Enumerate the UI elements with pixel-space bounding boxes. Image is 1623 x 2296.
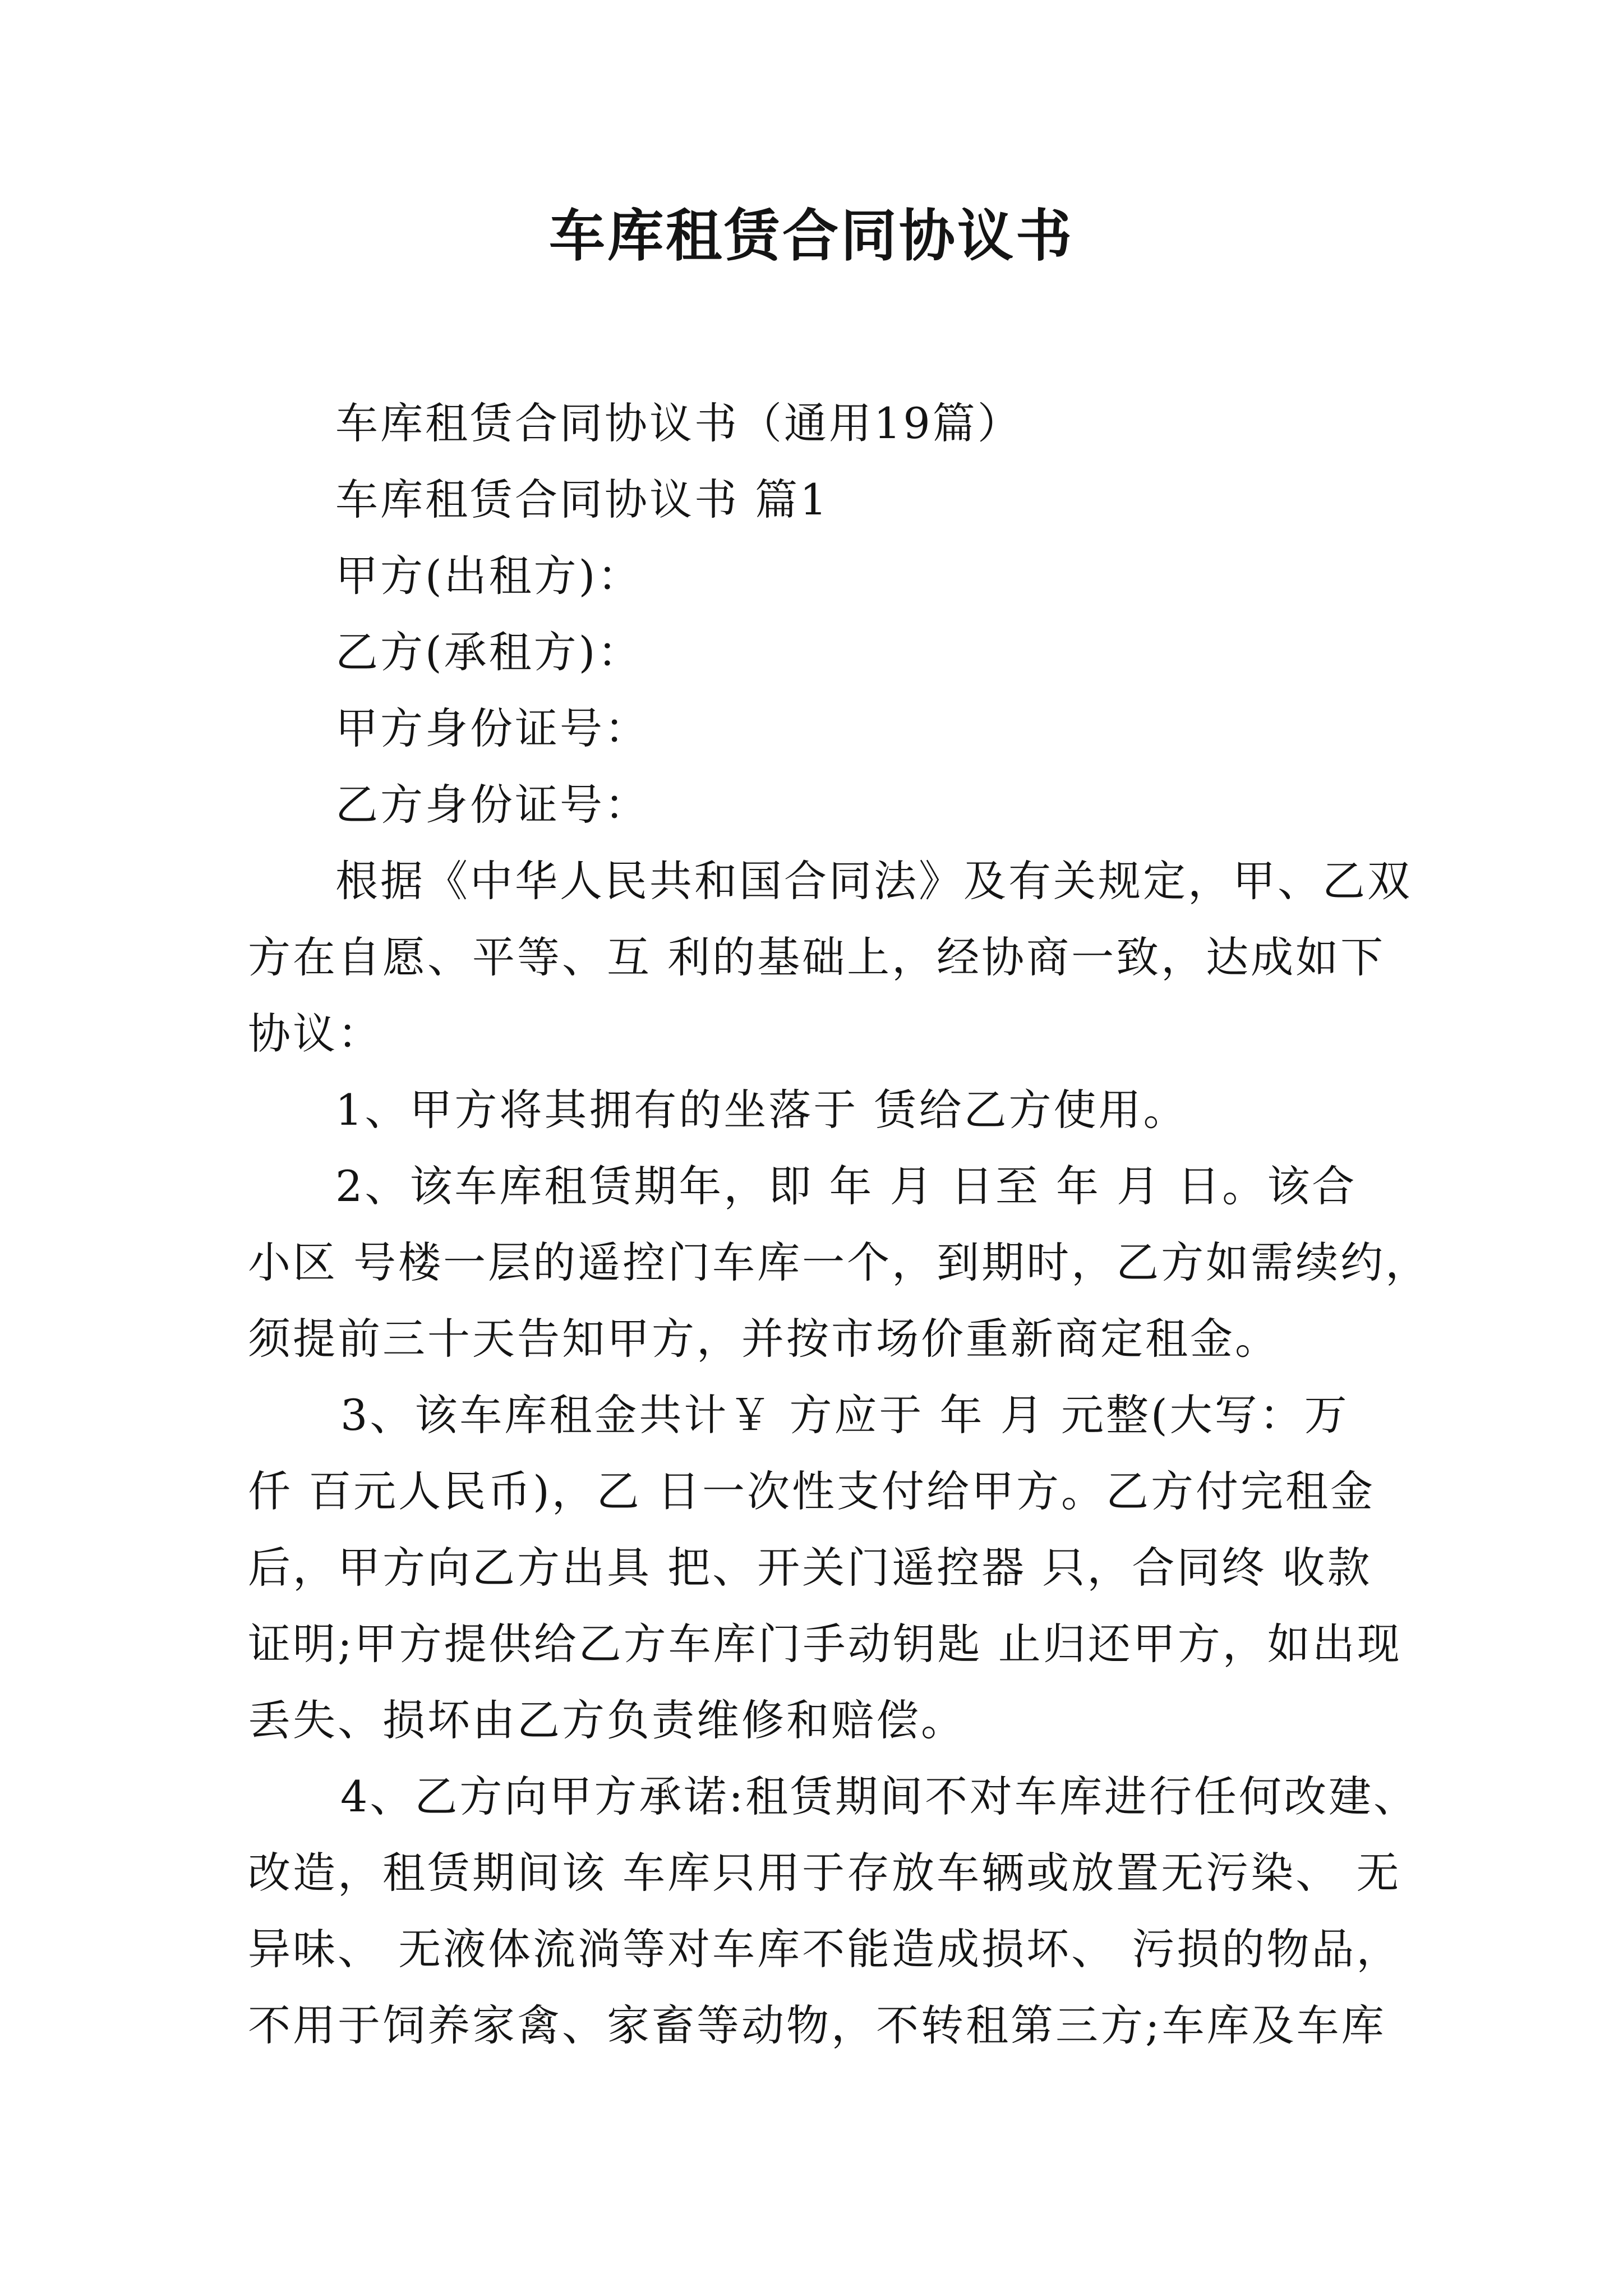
party-a-id-line: 甲方身份证号： <box>335 703 649 753</box>
clause-3-line: 后，甲方向乙方出具 把、开关门遥控器 只，合同终 收款 <box>248 1543 1372 1593</box>
document-subtitle: 车库租赁合同协议书（通用19篇） <box>335 398 1022 448</box>
clause-4-line: 不用于饲养家禽、家畜等动物，不转租第三方;车库及车库 <box>248 2000 1386 2050</box>
clause-3-line: 仟 百元人民币)，乙 日一次性支付给甲方。乙方付完租金 <box>248 1466 1375 1516</box>
clause-2-line: 须提前三十天告知甲方，并按市场价重新商定租金。 <box>248 1314 1280 1364</box>
clause-4-line: 改造，租赁期间该 车库只用于存放车辆或放置无污染、 无 <box>248 1848 1401 1898</box>
paragraph-line: 方在自愿、平等、互 利的基础上，经协商一致，达成如下 <box>248 932 1386 982</box>
party-b-line: 乙方(承租方)： <box>335 627 643 677</box>
paragraph-line: 协议： <box>248 1009 382 1059</box>
clause-2-line: 小区 号楼一层的遥控门车库一个，到期时，乙方如需续约， <box>248 1237 1431 1287</box>
section-heading: 车库租赁合同协议书 篇1 <box>335 475 829 524</box>
clause-4-line: 4、乙方向甲方承诺:租赁期间不对车库进行任何改建、 <box>340 1772 1418 1821</box>
party-a-line: 甲方(出租方)： <box>335 551 643 601</box>
clause-3-line: 丢失、损坏由乙方负责维修和赔偿。 <box>248 1695 966 1745</box>
paragraph-line: 根据《中华人民共和国合同法》及有关规定，甲、乙双 <box>335 856 1412 906</box>
clause-3-line: 证明;甲方提供给乙方车库门手动钥匙 止归还甲方，如出现 <box>248 1619 1402 1669</box>
document-title: 车库租赁合同协议书 <box>549 203 1074 269</box>
clause-3-line: 3、该车库租金共计￥ 方应于 年 月 元整(大写：万 <box>340 1390 1349 1440</box>
clause-2-line: 2、该车库租赁期年，即 年 月 日至 年 月 日。该合 <box>335 1161 1357 1211</box>
party-b-id-line: 乙方身份证号： <box>335 780 649 830</box>
clause-1-line: 1、甲方将其拥有的坐落于 赁给乙方使用。 <box>335 1085 1188 1135</box>
clause-4-line: 异味、 无液体流淌等对车库不能造成损坏、 污损的物品， <box>248 1924 1401 1974</box>
